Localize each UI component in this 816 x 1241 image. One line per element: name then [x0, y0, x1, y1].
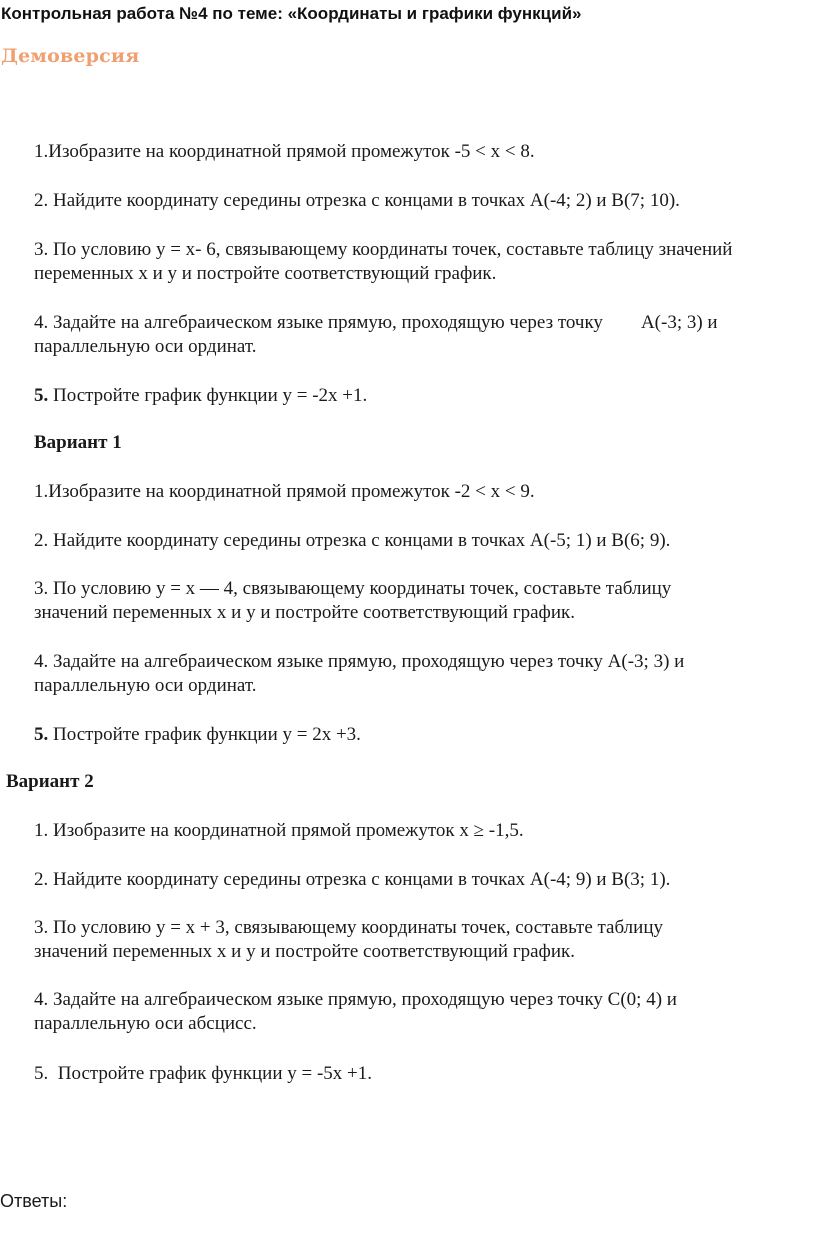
demo-question-4-line-1 [34, 311, 718, 335]
demo-question-4-point: А(-3; 3) и [640, 312, 718, 333]
demo-question-4-line-2: параллельную оси ординат. [34, 336, 257, 357]
variant-2-question-2: 2. Найдите координату середины отрезка с концами в точках А(-4; 9) и В(3; 1). [34, 869, 671, 890]
variant-2-question-5-text: Постройте график функции у = -5х +1. [48, 1063, 373, 1084]
demo-question-3-line-1: 3. По условию у = х- 6, связывающему координаты точек, составьте таблицу значений [34, 239, 733, 260]
variant-1-question-3-line-1: 3. По условию у = х — 4, связывающему координаты точек, составьте таблицу [34, 578, 672, 599]
answers-label: Ответы: [0, 1191, 68, 1211]
demo-question-5-number: 5. [34, 385, 49, 406]
demo-question-3-line-2: переменных х и у и постройте соответствующий график. [34, 263, 497, 284]
demo-version-heading: Демоверсия [1, 45, 140, 67]
demo-question-5 [34, 384, 367, 408]
demo-question-5-text: Постройте график функции у = -2х +1. [48, 385, 368, 406]
demo-question-4-text: 4. Задайте на алгебраическом языке прямую, проходящую через точку [34, 312, 603, 333]
variant-2-question-3-line-1: 3. По условию у = х + 3, связывающему координаты точек, составьте таблицу [34, 917, 663, 938]
variant-2-question-4-line-2: параллельную оси абсцисс. [34, 1013, 257, 1034]
variant-1-question-5-text: Постройте график функции у = 2х +3. [48, 724, 361, 745]
variant-1-question-2: 2. Найдите координату середины отрезка с концами в точках А(-5; 1) и В(6; 9). [34, 530, 671, 551]
variant-1-question-5 [34, 723, 361, 747]
variant-1-question-3-line-2: значений переменных х и у и постройте соответствующий график. [34, 602, 575, 623]
variant-2-question-4-line-1: 4. Задайте на алгебраическом языке прямую, проходящую через точку С(0; 4) и [34, 989, 677, 1010]
variant-1-heading: Вариант 1 [34, 432, 122, 453]
variant-2-question-5 [34, 1062, 372, 1086]
variant-2-heading: Вариант 2 [6, 771, 94, 792]
variant-2-question-5-number: 5. [34, 1063, 49, 1084]
variant-1-question-4-line-2: параллельную оси ординат. [34, 675, 257, 696]
document-title: Контрольная работа №4 по теме: «Координаты и графики функций» [1, 4, 582, 23]
variant-2-question-1: 1. Изобразите на координатной прямой промежуток х ≥ -1,5. [34, 820, 524, 841]
variant-2-question-3-line-2: значений переменных х и у и постройте соответствующий график. [34, 941, 575, 962]
demo-question-2: 2. Найдите координату середины отрезка с концами в точках А(-4; 2) и В(7; 10). [34, 190, 680, 211]
variant-1-question-5-number: 5. [34, 724, 49, 745]
demo-question-1: 1.Изобразите на координатной прямой промежуток -5 < х < 8. [34, 141, 535, 162]
variant-1-question-1: 1.Изобразите на координатной прямой промежуток -2 < х < 9. [34, 481, 535, 502]
variant-1-question-4-line-1: 4. Задайте на алгебраическом языке прямую, проходящую через точку А(-3; 3) и [34, 651, 685, 672]
